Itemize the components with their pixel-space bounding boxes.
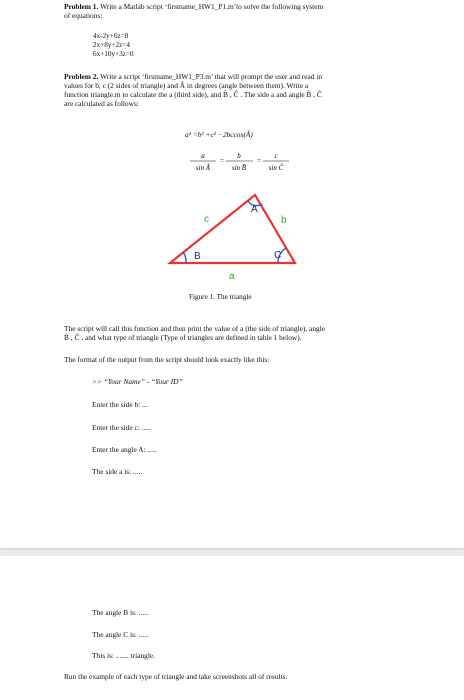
output-line-5: The angle B is: ..... (92, 608, 149, 617)
equation-3: 6x+10y+3z=0 (93, 50, 134, 58)
sines-den-c: sin Ĉ (268, 164, 284, 172)
figure-caption: Figure 1. The triangle (189, 293, 252, 301)
output-line-3: Enter the angle A: ..... (92, 445, 157, 454)
triangle-figure (160, 190, 320, 280)
sines-num-c: c (274, 152, 278, 160)
problem2-line2: values for b, c (2 sides of triangle) and Â in degrees (angle between them). Write a (64, 81, 309, 90)
law-of-sines (176, 150, 296, 176)
problem1-line2: of equations: (64, 11, 103, 20)
problem2-line4: are calculated as follows: (64, 99, 139, 108)
output-line-4: The side a is: ..... (92, 467, 143, 476)
side-label-c: c (204, 214, 209, 225)
law-of-cosines: a² =b² +c² −2bccos(Â) (185, 130, 253, 139)
problem1-line1 (64, 2, 323, 11)
angle-arc-B (183, 252, 186, 263)
problem2-text: Write a script ‘firstname_HW1_P3.m’ that will prompt the user and read in (100, 72, 323, 81)
sines-eq-1: = (220, 157, 224, 165)
output-line-7: This is: ....... triangle. (92, 651, 156, 660)
sines-den-a: sin Â (195, 164, 211, 172)
output-line-2: Enter the side c: ..... (92, 423, 151, 432)
final-instruction: Run the example of each type of triangle and take screenshots all of results. (64, 672, 288, 681)
equation-1: 4x-2y+6z=8 (93, 32, 129, 40)
sines-eq-2: = (257, 157, 261, 165)
vertex-label-B: B (194, 251, 201, 262)
vertex-label-A: A (251, 204, 258, 215)
sines-num-b: b (237, 152, 241, 160)
problem2-line1 (64, 72, 322, 81)
para1-line1: The script will call this function and then print the value of a (the side of triangle), angle (64, 324, 326, 333)
problem1-text: Write a Matlab script ‘firstname_HW1_P1.m’to solve the following system (100, 2, 324, 11)
para1-line2: B̂ , Ĉ , and what type of triangle (Type of triangles are defined in table 1 below). (64, 333, 302, 342)
problem1-heading: Problem 1. (64, 2, 99, 11)
problem2-heading: Problem 2. (64, 72, 99, 81)
side-label-b: b (281, 215, 287, 226)
para2: The format of the output from the script should look exactly like this: (64, 355, 270, 364)
sines-num-a: a (201, 152, 205, 160)
document-page-2 (0, 556, 464, 700)
output-line-1: Enter the side b: ... (92, 400, 148, 409)
output-line-6: The angle C is: ..... (92, 630, 149, 639)
problem2-line3: function triangle.m to calculate the a (third side), and B̂ , Ĉ . The side a and angle B̂ , Ĉ (64, 90, 322, 99)
side-label-a: a (229, 271, 235, 282)
vertex-label-C: C (274, 250, 282, 261)
sines-den-b: sin B̂ (231, 164, 247, 172)
prompt-line: >> “Your Name” - “Your ID” (92, 377, 183, 386)
equation-2: 2x+8y+2z=4 (93, 41, 130, 49)
